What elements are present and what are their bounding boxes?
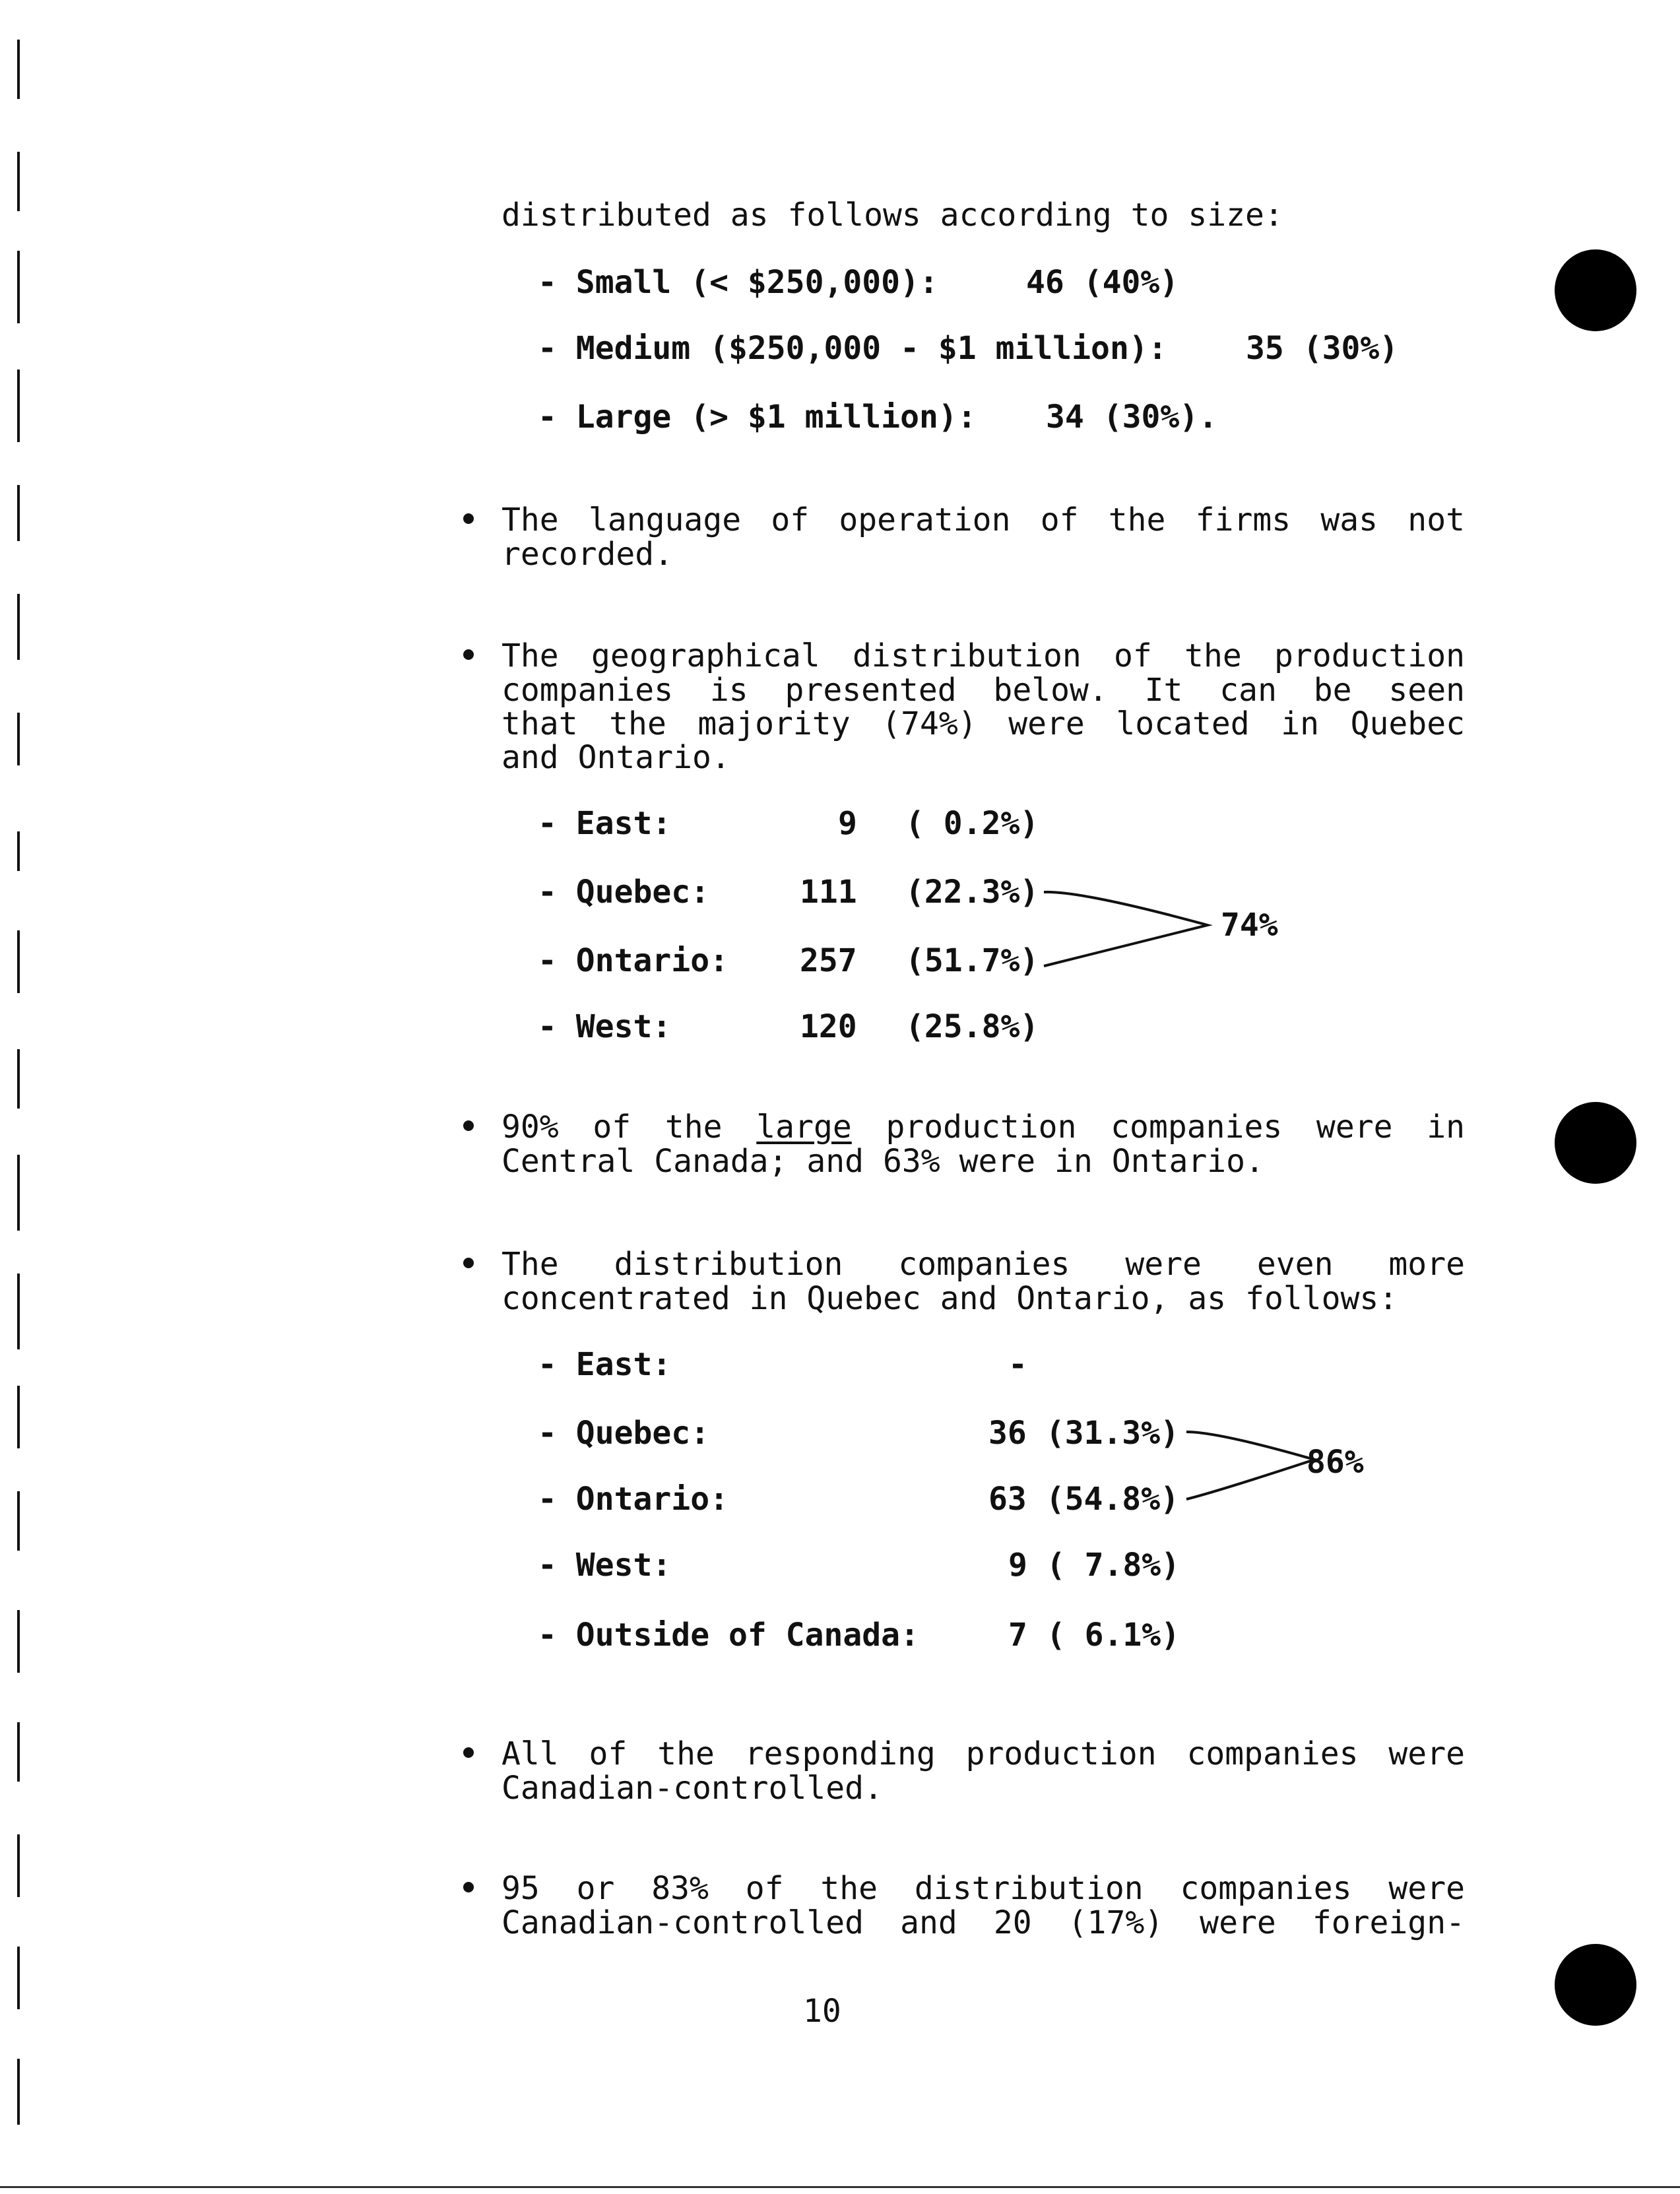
margin-mark — [17, 2059, 20, 2125]
dist-west-value: 9 ( 7.8%) — [1008, 1547, 1180, 1584]
margin-mark — [17, 40, 20, 99]
size-small-label: - Small (< $250,000): — [538, 264, 938, 301]
dist-east-label: - East: — [538, 1346, 672, 1383]
prod-bracket-label: 74% — [1221, 907, 1278, 944]
dist-outside-label: - Outside of Canada: — [538, 1617, 919, 1654]
margin-mark — [17, 930, 20, 993]
margin-mark — [17, 1722, 20, 1782]
bullet-language-line2: recorded. — [501, 536, 674, 573]
prod-east-label: - East: — [538, 805, 672, 842]
size-large-label: - Large (> $1 million): — [538, 399, 977, 436]
bullet-dist-line1: The distribution companies were even more — [501, 1246, 1465, 1283]
intro-text: distributed as follows according to size: — [501, 197, 1283, 234]
dist-outside-value: 7 ( 6.1%) — [1008, 1617, 1180, 1654]
size-medium-value: 35 (30%) — [1246, 330, 1399, 367]
bullet-dot — [463, 1258, 474, 1268]
margin-mark — [17, 251, 20, 323]
bullet-geo-line3: that the majority (74%) were located in Quebec — [501, 705, 1465, 742]
prod-quebec-label: - Quebec: — [538, 874, 710, 911]
bullet-large-line1: 90% of the large production companies were in — [501, 1109, 1466, 1145]
punch-hole — [1555, 1944, 1636, 2026]
dist-west-label: - West: — [538, 1547, 672, 1584]
margin-mark — [17, 370, 20, 442]
bullet-dist-line2: concentrated in Quebec and Ontario, as follows: — [501, 1280, 1398, 1317]
size-small-value: 46 (40%) — [1026, 264, 1179, 301]
margin-mark — [17, 1610, 20, 1673]
page-bottom-edge — [0, 2186, 1680, 2188]
margin-mark — [17, 152, 20, 211]
margin-mark — [17, 1274, 20, 1349]
prod-west-count: 120 — [800, 1008, 857, 1045]
margin-mark — [17, 485, 20, 541]
dist-quebec-label: - Quebec: — [538, 1415, 710, 1452]
bullet-95-line2: Canadian-controlled and 20 (17%) were foreign- — [501, 1904, 1465, 1941]
prod-bracket — [1043, 884, 1214, 977]
bullet-geo-line1: The geographical distribution of the production — [501, 637, 1465, 674]
dist-ontario-label: - Ontario: — [538, 1481, 728, 1518]
margin-mark — [17, 1947, 20, 2009]
dist-ontario-value: 63 (54.8%) — [988, 1481, 1179, 1518]
punch-hole — [1555, 1102, 1636, 1184]
underlined-word: large — [756, 1109, 852, 1145]
dist-quebec-value: 36 (31.3%) — [988, 1415, 1179, 1452]
margin-mark — [17, 594, 20, 660]
punch-hole — [1555, 249, 1636, 331]
bullet-dot — [463, 513, 474, 524]
margin-mark — [17, 831, 20, 871]
bullet-canadian-line2: Canadian-controlled. — [501, 1770, 883, 1807]
bullet-dot — [463, 1747, 474, 1758]
bullet-dot — [463, 1882, 474, 1892]
dist-bracket — [1185, 1425, 1317, 1511]
margin-mark — [17, 1491, 20, 1551]
bullet-geo-line2: companies is presented below. It can be seen — [501, 672, 1465, 709]
prod-ontario-label: - Ontario: — [538, 942, 728, 979]
prod-west-label: - West: — [538, 1008, 672, 1045]
margin-mark — [17, 1386, 20, 1448]
page-number: 10 — [803, 1993, 841, 2030]
margin-mark — [17, 1834, 20, 1897]
prod-ontario-count: 257 — [800, 942, 857, 979]
prod-west-pct: (25.8%) — [905, 1008, 1039, 1045]
bullet-large-line2: Central Canada; and 63% were in Ontario. — [501, 1143, 1264, 1180]
bullet-dot — [463, 649, 474, 660]
size-large-value: 34 (30%). — [1046, 399, 1218, 436]
margin-mark — [17, 1155, 20, 1231]
bullet-95-line1: 95 or 83% of the distribution companies were — [501, 1870, 1465, 1907]
bullet-geo-line4: and Ontario. — [501, 739, 730, 776]
dist-bracket-label: 86% — [1307, 1444, 1364, 1481]
margin-mark — [17, 1049, 20, 1109]
prod-quebec-count: 111 — [800, 874, 857, 911]
bullet-dot — [463, 1120, 474, 1131]
prod-ontario-pct: (51.7%) — [905, 942, 1039, 979]
prod-east-count: 9 — [838, 805, 857, 842]
size-medium-label: - Medium ($250,000 - $1 million): — [538, 330, 1167, 367]
prod-east-pct: ( 0.2%) — [905, 805, 1039, 842]
bullet-canadian-line1: All of the responding production companies were — [501, 1735, 1465, 1772]
margin-mark — [17, 713, 20, 765]
bullet-language-line1: The language of operation of the firms was not — [501, 501, 1465, 538]
prod-quebec-pct: (22.3%) — [905, 874, 1039, 911]
dist-east-value: - — [1008, 1346, 1027, 1383]
